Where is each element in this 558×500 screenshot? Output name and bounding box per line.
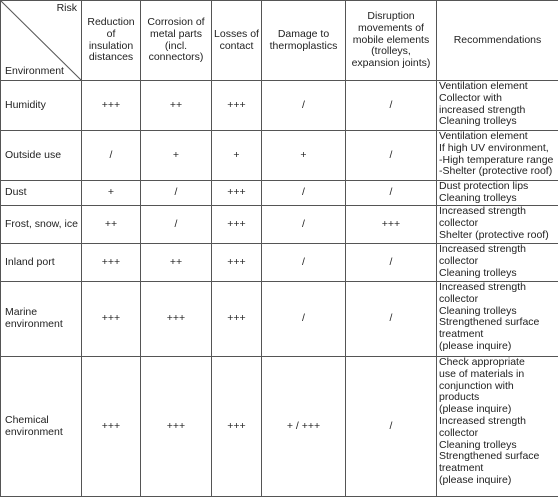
environment-cell: Frost, snow, ice	[1, 206, 82, 244]
risk-value-cell: /	[262, 206, 346, 244]
risk-value-cell: +	[82, 181, 141, 206]
risk-value-cell: /	[262, 181, 346, 206]
risk-value-cell: +++	[82, 81, 141, 131]
risk-value-cell: +	[212, 131, 262, 181]
risk-value-cell: /	[262, 282, 346, 357]
table-row	[1, 244, 558, 282]
recommendation-line: -Shelter (protective roof)	[439, 165, 553, 178]
table-row	[1, 282, 558, 357]
header-disruption-movements: Disruption movements of mobile elements (trolleys, expansion joints)	[346, 1, 437, 81]
risk-value-cell: /	[346, 244, 437, 282]
recommendation-line: Strengthened surface	[439, 316, 540, 329]
table-row	[1, 131, 558, 181]
risk-value-cell: ++	[141, 81, 212, 131]
recommendation-line: collector	[439, 292, 479, 305]
recommendation-line: use of materials in	[439, 367, 525, 380]
header-row	[1, 1, 558, 81]
risk-value-cell: +++	[212, 244, 262, 282]
recommendation-line: collector	[439, 216, 479, 229]
table-body	[1, 81, 558, 497]
recommendation-line: increased strength	[439, 103, 526, 116]
environment-cell: Dust	[1, 181, 82, 206]
recommendation-line: collector	[439, 426, 479, 439]
recommendation-line: Dust protection lips	[439, 180, 529, 192]
recommendation-line: Cleaning trolleys	[439, 191, 517, 204]
recommendation-line: Increased strength	[439, 243, 526, 255]
recommendation-line: Increased strength	[439, 205, 526, 217]
risk-value-cell: +++	[212, 181, 262, 206]
environment-cell: Marine environment	[1, 282, 82, 357]
risk-value-cell: +++	[212, 206, 262, 244]
risk-value-cell: /	[262, 81, 346, 131]
risk-value-cell: /	[141, 206, 212, 244]
recommendations-cell	[437, 244, 558, 282]
risk-value-cell: +	[141, 131, 212, 181]
risk-value-cell: +++	[82, 282, 141, 357]
recommendation-line: conjunction with	[439, 379, 514, 392]
recommendation-line: Increased strength	[439, 281, 526, 293]
table-row	[1, 357, 558, 497]
risk-value-cell: /	[141, 181, 212, 206]
recommendation-line: Ventilation element	[439, 80, 528, 92]
risk-value-cell: /	[346, 81, 437, 131]
risk-value-cell: ++	[141, 244, 212, 282]
recommendation-line: products	[439, 391, 480, 404]
recommendation-line: (please inquire)	[439, 473, 512, 486]
recommendations-cell	[437, 181, 558, 206]
risk-value-cell: + / +++	[262, 357, 346, 497]
risk-value-cell: +++	[82, 357, 141, 497]
environment-cell: Outside use	[1, 131, 82, 181]
environment-cell: Chemical environment	[1, 357, 82, 497]
recommendations-cell	[437, 131, 558, 181]
risk-value-cell: /	[346, 131, 437, 181]
recommendation-line: If high UV environment,	[439, 141, 549, 154]
recommendation-line: treatment	[439, 328, 484, 341]
recommendation-line: Cleaning trolleys	[439, 304, 517, 317]
risk-value-cell: +++	[141, 282, 212, 357]
risk-value-cell: +	[262, 131, 346, 181]
recommendation-line: (please inquire)	[439, 339, 512, 352]
header-insulation-distances: Reduction of insulation distances	[82, 1, 141, 81]
recommendation-line: collector	[439, 254, 479, 267]
corner-environment-label: Environment	[5, 65, 64, 78]
recommendations-cell	[437, 81, 558, 131]
table-row	[1, 81, 558, 131]
risk-value-cell: +++	[346, 206, 437, 244]
table-row	[1, 206, 558, 244]
table-row	[1, 181, 558, 206]
risk-value-cell: +++	[212, 282, 262, 357]
header-losses-of-contact: Losses of contact	[212, 1, 262, 81]
corner-cell	[1, 1, 82, 81]
recommendation-line: Check appropriate	[439, 356, 525, 368]
recommendation-line: -High temperature range	[439, 153, 554, 166]
risk-value-cell: /	[262, 244, 346, 282]
recommendation-line: Shelter (protective roof)	[439, 228, 549, 241]
environment-cell: Inland port	[1, 244, 82, 282]
risk-value-cell: +++	[82, 244, 141, 282]
recommendations-cell	[437, 282, 558, 357]
recommendation-line: Cleaning trolleys	[439, 115, 517, 128]
recommendation-line: Strengthened surface	[439, 450, 540, 463]
recommendations-cell	[437, 357, 558, 497]
recommendation-line: Increased strength	[439, 414, 526, 427]
header-corrosion: Corrosion of metal parts (incl. connectors)	[141, 1, 212, 81]
recommendation-line: treatment	[439, 462, 484, 475]
recommendation-line: Cleaning trolleys	[439, 438, 517, 451]
risk-value-cell: +++	[212, 81, 262, 131]
environment-cell: Humidity	[1, 81, 82, 131]
risk-value-cell: /	[346, 181, 437, 206]
risk-value-cell: ++	[82, 206, 141, 244]
recommendation-line: (please inquire)	[439, 403, 512, 416]
header-damage-thermoplastics: Damage to thermoplastics	[262, 1, 346, 81]
recommendations-cell	[437, 206, 558, 244]
header-recommendations: Recommendations	[437, 1, 558, 81]
risk-value-cell: /	[82, 131, 141, 181]
risk-value-cell: +++	[212, 357, 262, 497]
corner-risk-label: Risk	[56, 2, 77, 14]
recommendation-line: Collector with	[439, 91, 503, 104]
risk-value-cell: /	[346, 357, 437, 497]
recommendation-line: Ventilation element	[439, 130, 528, 142]
recommendation-line: Cleaning trolleys	[439, 266, 517, 279]
risk-value-cell: +++	[141, 357, 212, 497]
risk-value-cell: /	[346, 282, 437, 357]
